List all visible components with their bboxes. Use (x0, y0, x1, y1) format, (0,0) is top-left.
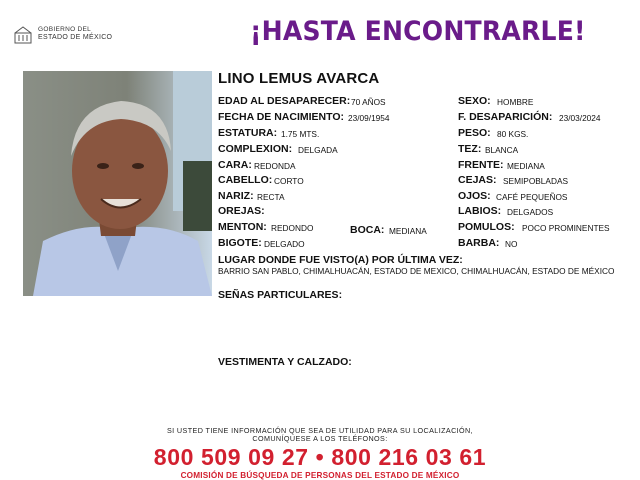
contact-note-line1: SI USTED TIENE INFORMACIÓN QUE SEA DE UTILIDAD PARA SU LOCALIZACIÓN, (166, 426, 474, 435)
bigote-value: DELGADO (264, 239, 305, 249)
senas-label: SEÑAS PARTICULARES: (218, 289, 343, 301)
orejas-label: OREJAS: (218, 205, 265, 217)
estatura-label: ESTATURA: (218, 127, 278, 139)
boca-label: BOCA: (350, 224, 385, 236)
peso-label: PESO: (458, 127, 491, 139)
bigote-label: BIGOTE: (218, 237, 262, 249)
lugar-value: BARRIO SAN PABLO, CHIMALHUACÁN, ESTADO DE MEXICO, CHIMALHUACÁN, ESTADO DE MÉXICO (218, 266, 615, 276)
barba-value: NO (505, 239, 518, 249)
lugar-label: LUGAR DONDE FUE VISTO(A) POR ÚLTIMA VEZ: (218, 254, 463, 266)
fecha-desaparicion-label: F. DESAPARICIÓN: (458, 111, 553, 123)
tez-label: TEZ: (458, 143, 482, 155)
complexion-value: DELGADA (298, 145, 338, 155)
menton-value: REDONDO (271, 223, 314, 233)
commission-name: COMISIÓN DE BÚSQUEDA DE PERSONAS DEL ESTADO DE MÉXICO (180, 471, 460, 480)
labios-label: LABIOS: (458, 205, 502, 217)
cejas-value: SEMIPOBLADAS (503, 176, 569, 186)
edad-label: EDAD AL DESAPARECER: (218, 95, 351, 107)
estatura-value: 1.75 MTS. (281, 129, 320, 139)
ojos-label: OJOS: (458, 190, 491, 202)
nariz-label: NARIZ: (218, 190, 254, 202)
government-label-line2: ESTADO DE MÉXICO (38, 34, 113, 41)
vestimenta-label: VESTIMENTA Y CALZADO: (218, 356, 352, 368)
frente-label: FRENTE: (458, 159, 504, 171)
poster-title: ¡HASTA ENCONTRARLE! (250, 16, 586, 47)
peso-value: 80 KGS. (497, 129, 529, 139)
state-emblem-icon (14, 26, 32, 44)
pomulos-label: POMULOS: (458, 221, 515, 233)
pomulos-value: POCO PROMINENTES (522, 223, 610, 233)
fecha-nacimiento-label: FECHA DE NACIMIENTO: (218, 111, 344, 123)
cabello-value: CORTO (274, 176, 304, 186)
cara-label: CARA: (218, 159, 252, 171)
missing-person-photo (23, 71, 212, 296)
complexion-label: COMPLEXION: (218, 143, 293, 155)
tez-value: BLANCA (485, 145, 519, 155)
government-label-line1: GOBIERNO DEL (38, 26, 92, 33)
cejas-label: CEJAS: (458, 174, 497, 186)
cara-value: REDONDA (254, 161, 296, 171)
frente-value: MEDIANA (507, 161, 545, 171)
menton-label: MENTON: (218, 221, 267, 233)
edad-value: 70 AÑOS (351, 97, 386, 107)
fecha-desaparicion-value: 23/03/2024 (559, 113, 601, 123)
barba-label: BARBA: (458, 237, 500, 249)
labios-value: DELGADOS (507, 207, 554, 217)
person-name: LINO LEMUS AVARCA (218, 70, 380, 87)
boca-value: MEDIANA (389, 226, 427, 236)
ojos-value: CAFÉ PEQUEÑOS (496, 192, 568, 202)
contact-note-line2: COMUNÍQUESE A LOS TELÉFONOS: (252, 434, 388, 443)
cabello-label: CABELLO: (218, 174, 273, 186)
fecha-nacimiento-value: 23/09/1954 (348, 113, 390, 123)
nariz-value: RECTA (257, 192, 285, 202)
sexo-value: HOMBRE (497, 97, 534, 107)
sexo-label: SEXO: (458, 95, 491, 107)
contact-phones: 800 509 09 27 • 800 216 03 61 (153, 444, 487, 470)
